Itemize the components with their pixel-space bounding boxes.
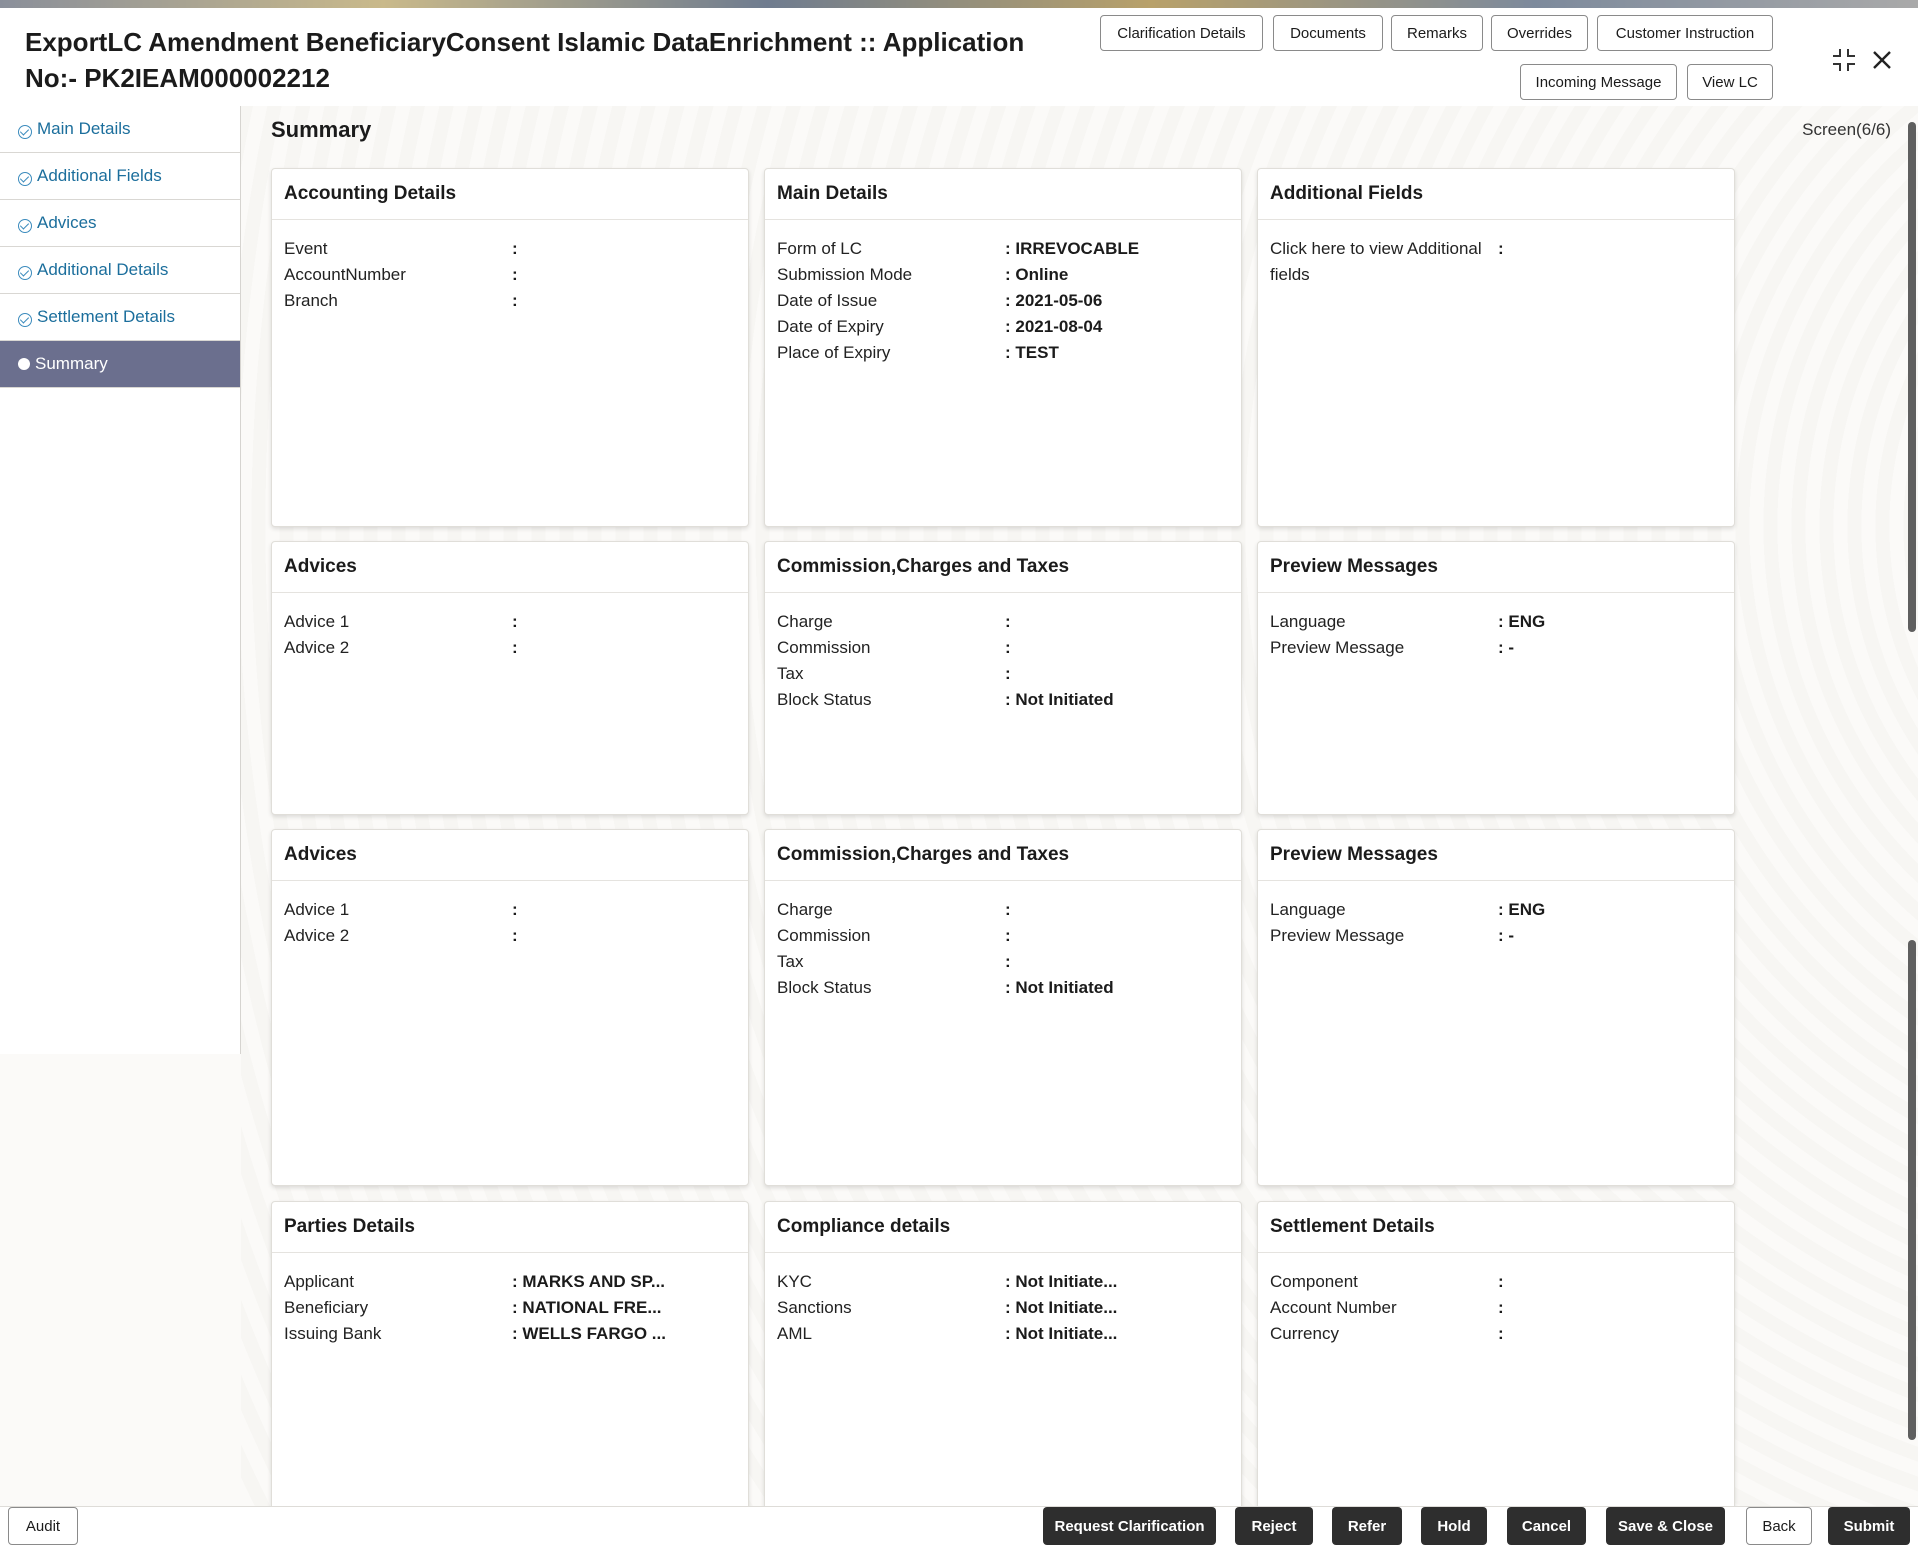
card-body xyxy=(272,220,748,314)
field-label: AML xyxy=(777,1324,812,1343)
field-row xyxy=(777,949,1229,975)
field-row xyxy=(777,975,1229,1001)
summary-card xyxy=(1257,168,1735,527)
field-label[interactable]: Click here to view Additional fields xyxy=(1270,239,1482,284)
field-value: : xyxy=(1005,952,1011,971)
card-title: Accounting Details xyxy=(272,169,748,220)
field-row xyxy=(284,236,736,262)
close-icon[interactable] xyxy=(1866,44,1898,76)
field-row xyxy=(284,897,736,923)
field-row xyxy=(777,661,1229,687)
field-value: : xyxy=(1498,239,1504,258)
field-row xyxy=(777,1269,1229,1295)
field-label: KYC xyxy=(777,1272,812,1291)
sidebar-item-settlement-details[interactable] xyxy=(0,294,240,341)
summary-card xyxy=(271,1201,749,1511)
sidebar-item-label: Summary xyxy=(35,354,108,373)
field-value: : ENG xyxy=(1498,612,1546,631)
card-body xyxy=(1258,1253,1734,1347)
card-body xyxy=(765,593,1241,713)
incoming-message-button[interactable]: Incoming Message xyxy=(1520,64,1677,100)
vertical-scrollbar[interactable] xyxy=(1906,112,1918,1512)
field-label: Advice 2 xyxy=(284,638,350,657)
field-label: Tax xyxy=(777,952,804,971)
card-title: Parties Details xyxy=(272,1202,748,1253)
card-body xyxy=(1258,593,1734,661)
check-circle-icon xyxy=(18,266,32,280)
field-label: Applicant xyxy=(284,1272,354,1291)
card-title: Additional Fields xyxy=(1258,169,1734,220)
field-label: Charge xyxy=(777,900,833,919)
field-label: Branch xyxy=(284,291,338,310)
field-value: : xyxy=(512,239,518,258)
field-value: : xyxy=(1005,926,1011,945)
field-value: : Not Initiated xyxy=(1005,690,1114,709)
back-button[interactable]: Back xyxy=(1746,1507,1812,1545)
page-header xyxy=(0,8,1918,107)
title-line-2: No:- PK2IEAM000002212 xyxy=(25,63,330,93)
field-label: Place of Expiry xyxy=(777,343,891,362)
field-value: : Not Initiated xyxy=(1005,978,1114,997)
field-row xyxy=(284,635,736,661)
card-body xyxy=(272,881,748,949)
title-line-1: ExportLC Amendment BeneficiaryConsent Islamic DataEnrichment :: Application xyxy=(25,27,1025,57)
field-row xyxy=(1270,1269,1722,1295)
field-label: Preview Message xyxy=(1270,926,1405,945)
field-value: : xyxy=(512,612,518,631)
field-value: : xyxy=(1005,612,1011,631)
field-label: Tax xyxy=(777,664,804,683)
field-row xyxy=(777,1295,1229,1321)
field-value: : xyxy=(1005,664,1011,683)
card-title: Preview Messages xyxy=(1258,542,1734,593)
field-value: : - xyxy=(1498,926,1515,945)
field-row xyxy=(1270,1295,1722,1321)
card-title: Commission,Charges and Taxes xyxy=(765,830,1241,881)
sidebar-item-additional-fields[interactable] xyxy=(0,153,240,200)
sidebar-item-label: Advices xyxy=(37,213,97,232)
field-label: Form of LC xyxy=(777,239,863,258)
field-label: Commission xyxy=(777,638,871,657)
field-row xyxy=(284,288,736,314)
field-label: Language xyxy=(1270,900,1346,919)
overrides-button[interactable]: Overrides xyxy=(1491,15,1588,51)
sidebar-item-label: Additional Fields xyxy=(37,166,162,185)
field-label: Account Number xyxy=(1270,1298,1397,1317)
field-value: : 2021-05-06 xyxy=(1005,291,1103,310)
field-row xyxy=(777,609,1229,635)
field-row xyxy=(1270,635,1722,661)
sidebar-item-label: Main Details xyxy=(37,119,131,138)
field-label: Component xyxy=(1270,1272,1358,1291)
refer-button[interactable]: Refer xyxy=(1332,1507,1402,1545)
card-title: Main Details xyxy=(765,169,1241,220)
field-row xyxy=(777,1321,1229,1347)
submit-button[interactable]: Submit xyxy=(1828,1507,1910,1545)
field-label: Submission Mode xyxy=(777,265,913,284)
check-circle-icon xyxy=(18,219,32,233)
field-row xyxy=(777,314,1229,340)
field-value: : WELLS FARGO ... xyxy=(512,1324,666,1343)
field-row xyxy=(284,1269,736,1295)
scrollbar-thumb[interactable] xyxy=(1908,940,1916,1440)
sidebar-item-additional-details[interactable] xyxy=(0,247,240,294)
card-title: Settlement Details xyxy=(1258,1202,1734,1253)
field-value: : xyxy=(1005,638,1011,657)
field-label: Issuing Bank xyxy=(284,1324,382,1343)
field-label: Block Status xyxy=(777,690,872,709)
field-label: Commission xyxy=(777,926,871,945)
field-value: : xyxy=(1498,1324,1504,1343)
field-row xyxy=(284,262,736,288)
section-title: Summary xyxy=(271,117,372,142)
field-label: Advice 1 xyxy=(284,900,350,919)
reject-button[interactable]: Reject xyxy=(1235,1507,1313,1545)
field-row xyxy=(1270,897,1722,923)
hold-button[interactable]: Hold xyxy=(1421,1507,1487,1545)
summary-card xyxy=(764,1201,1242,1511)
card-body xyxy=(1258,881,1734,949)
view-lc-button[interactable]: View LC xyxy=(1687,64,1773,100)
card-body xyxy=(765,1253,1241,1347)
field-row xyxy=(777,923,1229,949)
card-body xyxy=(1258,220,1734,288)
field-value: : xyxy=(1498,1298,1504,1317)
field-row xyxy=(777,635,1229,661)
top-banner-strip xyxy=(0,0,1918,8)
summary-card xyxy=(764,168,1242,527)
field-label: Advice 2 xyxy=(284,926,350,945)
field-value: : 2021-08-04 xyxy=(1005,317,1103,336)
save-and-close-button[interactable]: Save & Close xyxy=(1606,1507,1725,1545)
field-value: : xyxy=(512,926,518,945)
sidebar-nav xyxy=(0,106,241,1054)
field-label: Preview Message xyxy=(1270,638,1405,657)
summary-card xyxy=(271,541,749,815)
field-row xyxy=(777,687,1229,713)
field-value: : xyxy=(512,291,518,310)
card-title: Compliance details xyxy=(765,1202,1241,1253)
remarks-button[interactable]: Remarks xyxy=(1391,15,1483,51)
field-value: : TEST xyxy=(1005,343,1059,362)
sidebar-item-summary[interactable] xyxy=(0,341,240,388)
field-row xyxy=(1270,609,1722,635)
cancel-button[interactable]: Cancel xyxy=(1507,1507,1586,1545)
customer-instruction-button[interactable]: Customer Instruction xyxy=(1597,15,1773,51)
check-circle-icon xyxy=(18,313,32,327)
field-value: : xyxy=(512,900,518,919)
field-row xyxy=(284,1295,736,1321)
request-clarification-button[interactable]: Request Clarification xyxy=(1043,1507,1216,1545)
field-row xyxy=(777,897,1229,923)
field-label: Block Status xyxy=(777,978,872,997)
field-row xyxy=(1270,1321,1722,1347)
check-circle-icon xyxy=(18,172,32,186)
page-title xyxy=(25,24,1065,96)
summary-card xyxy=(1257,1201,1735,1511)
audit-button[interactable]: Audit xyxy=(8,1507,78,1545)
field-row xyxy=(777,288,1229,314)
field-value: : NATIONAL FRE... xyxy=(512,1298,662,1317)
summary-card xyxy=(764,829,1242,1186)
summary-card xyxy=(764,541,1242,815)
field-label: Date of Issue xyxy=(777,291,878,310)
field-label: Event xyxy=(284,239,328,258)
summary-card xyxy=(271,168,749,527)
current-step-dot-icon xyxy=(18,358,30,370)
summary-card xyxy=(271,829,749,1186)
field-label: Charge xyxy=(777,612,833,631)
field-value: : - xyxy=(1498,638,1515,657)
field-value: : Not Initiate... xyxy=(1005,1272,1118,1291)
field-label: Language xyxy=(1270,612,1346,631)
field-row xyxy=(1270,923,1722,949)
card-body xyxy=(765,881,1241,1001)
field-value: : xyxy=(1005,900,1011,919)
field-row xyxy=(777,340,1229,366)
card-body xyxy=(765,220,1241,366)
field-value: : MARKS AND SP... xyxy=(512,1272,666,1291)
field-row xyxy=(284,1321,736,1347)
field-value: : IRREVOCABLE xyxy=(1005,239,1140,258)
check-circle-icon xyxy=(18,125,32,139)
card-body xyxy=(272,593,748,661)
field-label: Sanctions xyxy=(777,1298,852,1317)
field-row xyxy=(284,609,736,635)
card-title: Preview Messages xyxy=(1258,830,1734,881)
field-label: Date of Expiry xyxy=(777,317,884,336)
field-value: : ENG xyxy=(1498,900,1546,919)
sidebar-item-advices[interactable] xyxy=(0,200,240,247)
collapse-icon[interactable] xyxy=(1828,44,1860,76)
field-label: Currency xyxy=(1270,1324,1339,1343)
card-title: Advices xyxy=(272,542,748,593)
documents-button[interactable]: Documents xyxy=(1273,15,1383,51)
sidebar-item-label: Additional Details xyxy=(37,260,169,279)
screen-indicator: Screen(6/6) xyxy=(1802,120,1891,139)
scrollbar-thumb[interactable] xyxy=(1908,122,1916,632)
summary-card xyxy=(1257,829,1735,1186)
field-value: : xyxy=(1498,1272,1504,1291)
field-label: AccountNumber xyxy=(284,265,406,284)
field-row xyxy=(777,262,1229,288)
card-body xyxy=(272,1253,748,1347)
summary-card xyxy=(1257,541,1735,815)
field-row xyxy=(777,236,1229,262)
field-label: Advice 1 xyxy=(284,612,350,631)
sidebar-item-main-details[interactable] xyxy=(0,106,240,153)
card-title: Advices xyxy=(272,830,748,881)
field-row xyxy=(1270,236,1722,288)
field-value: : Not Initiate... xyxy=(1005,1324,1118,1343)
sidebar-item-label: Settlement Details xyxy=(37,307,175,326)
field-value: : Online xyxy=(1005,265,1069,284)
field-value: : xyxy=(512,265,518,284)
field-row xyxy=(284,923,736,949)
clarification-details-button[interactable]: Clarification Details xyxy=(1100,15,1263,51)
card-title: Commission,Charges and Taxes xyxy=(765,542,1241,593)
field-value: : xyxy=(512,638,518,657)
field-label: Beneficiary xyxy=(284,1298,369,1317)
field-value: : Not Initiate... xyxy=(1005,1298,1118,1317)
